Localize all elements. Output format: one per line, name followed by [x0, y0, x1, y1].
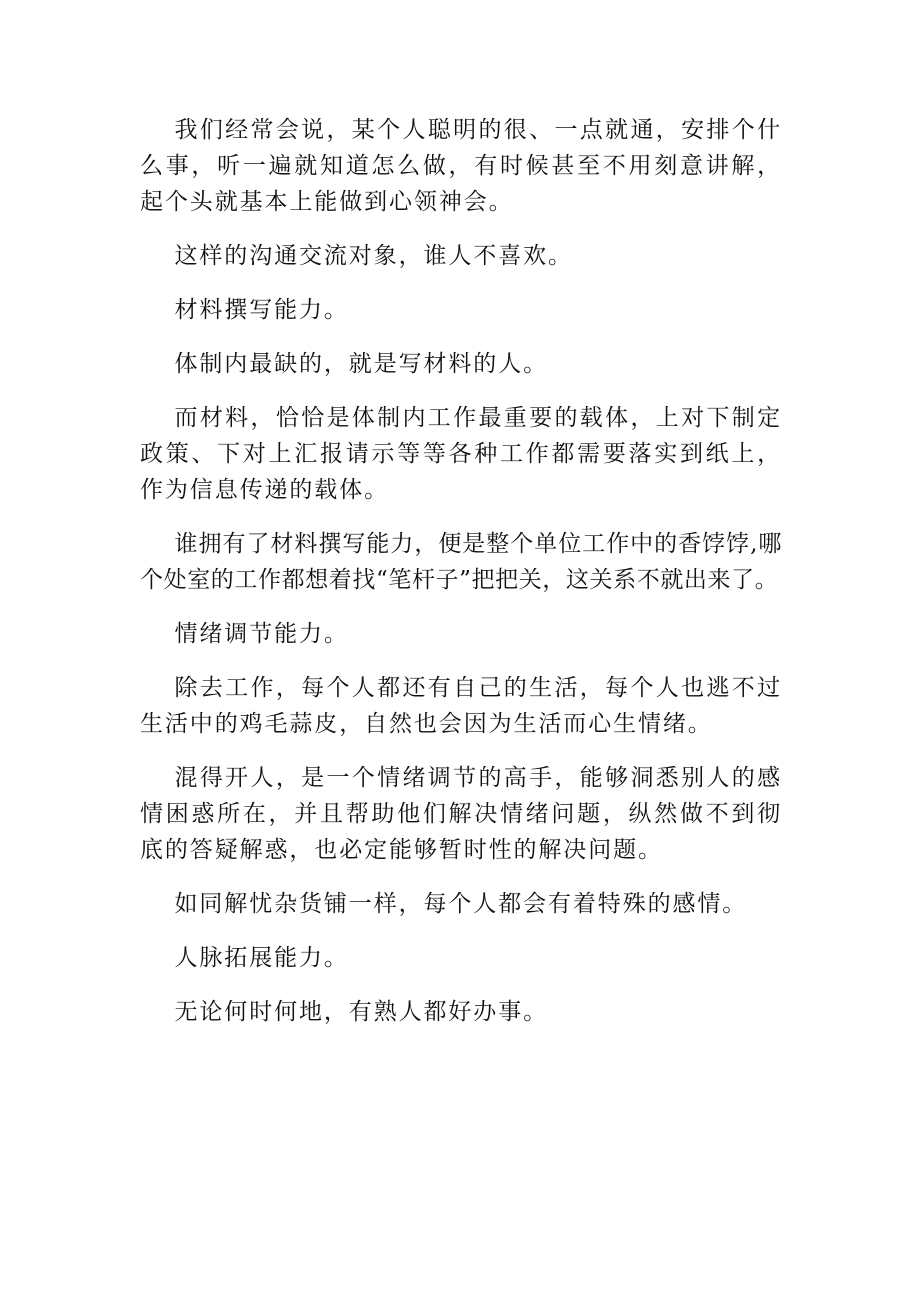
paragraph-pen-holder: 谁拥有了材料撰写能力，便是整个单位工作中的香饽饽,哪个处室的工作都想着找“笔杆子”把把关，这关系不就出来了。	[140, 531, 782, 593]
paragraph-materials-carrier: 而材料，恰恰是体制内工作最重要的载体，上对下制定政策、下对上汇报请示等等各种工作都需要落实到纸上，作为信息传递的载体。	[140, 405, 782, 503]
paragraph-writer-shortage: 体制内最缺的，就是写材料的人。	[174, 351, 548, 377]
heading-network-expansion: 人脉拓展能力。	[174, 945, 349, 971]
document-body	[140, 112, 782, 1048]
paragraph-intro: 我们经常会说，某个人聪明的很、一点就通，安排个什么事，听一遍就知道怎么做，有时候甚至不用刻意讲解，起个头就基本上能做到心领神会。	[140, 117, 782, 215]
paragraph-likeable: 这样的沟通交流对象，谁人不喜欢。	[174, 243, 573, 269]
paragraph-grocery-store: 如同解忧杂货铺一样，每个人都会有着特殊的感情。	[174, 891, 748, 917]
paragraph-acquaintances: 无论何时何地，有熟人都好办事。	[174, 999, 548, 1025]
paragraph-emotion-expert: 混得开人，是一个情绪调节的高手，能够洞悉别人的感情困惑所在，并且帮助他们解决情绪问题，纵然做不到彻底的答疑解惑，也必定能够暂时性的解决问题。	[140, 765, 782, 863]
heading-emotion-regulation: 情绪调节能力。	[174, 621, 349, 647]
heading-writing-ability: 材料撰写能力。	[174, 297, 349, 323]
paragraph-life-trivia: 除去工作，每个人都还有自己的生活，每个人也逃不过生活中的鸡毛蒜皮，自然也会因为生活而心生情绪。	[140, 675, 782, 737]
